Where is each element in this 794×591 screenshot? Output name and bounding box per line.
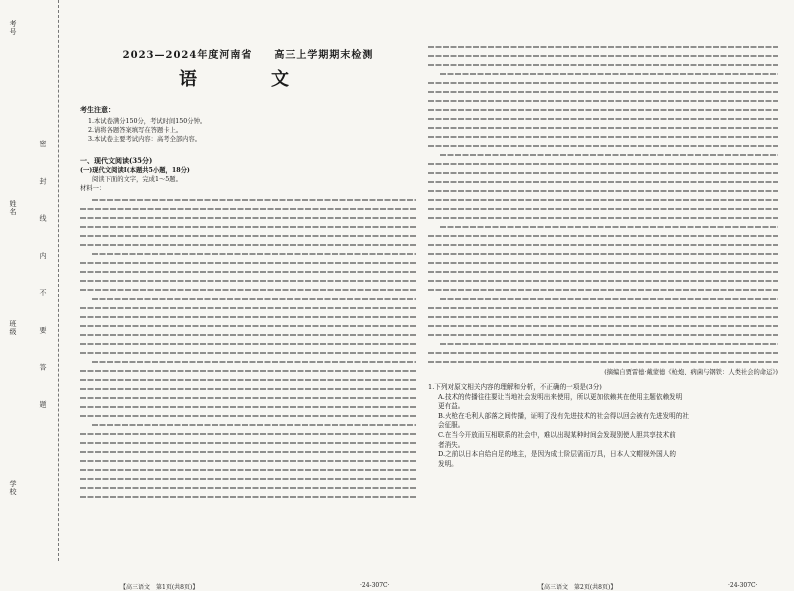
- text-line: [428, 159, 778, 168]
- text-line: [80, 456, 416, 465]
- class-label: 班级: [9, 320, 17, 336]
- text-line: [92, 357, 416, 366]
- footer-code: ·24-307C·: [728, 582, 758, 589]
- text-line: [80, 402, 416, 411]
- text-line: [428, 141, 778, 150]
- text-line: [80, 240, 416, 249]
- text-line: [80, 366, 416, 375]
- text-line: [428, 276, 778, 285]
- text-line: [428, 204, 778, 213]
- right-column: [428, 40, 778, 591]
- text-line: [92, 420, 416, 429]
- question-stem: 1.下列对原文相关内容的理解和分析，不正确的一项是(3分): [428, 383, 602, 391]
- text-line: [80, 285, 416, 294]
- text-line: [428, 114, 778, 123]
- text-line: [80, 465, 416, 474]
- option-a[interactable]: A.技术的传播往往要让当地社会发明出来使用，所以更加依赖其在使用主题依赖发明: [438, 392, 683, 401]
- text-line: [80, 384, 416, 393]
- text-line: [428, 195, 778, 204]
- text-line: [80, 222, 416, 231]
- text-line: [440, 150, 778, 159]
- left-column: [80, 40, 416, 591]
- material-label: 材料一：: [80, 185, 106, 192]
- option-d[interactable]: D.之前以日本自给自足的地主，是因为成士阶层需而万具，日本人文帽视外国人的: [438, 450, 676, 459]
- text-line: [428, 249, 778, 258]
- option-c[interactable]: C.在当今开放而互相联系的社会中，难以出现某种时间会发现别使人胆共享技术前: [438, 430, 676, 439]
- text-line: [428, 213, 778, 222]
- text-line: [80, 231, 416, 240]
- text-line: [428, 132, 778, 141]
- text-line: [428, 303, 778, 312]
- binding-margin: [0, 0, 59, 561]
- text-line: [80, 267, 416, 276]
- footer-page: 【高三语文 第2页(共8页)】: [538, 584, 617, 591]
- option-b-cont: 会征服。: [438, 421, 465, 430]
- text-line: [80, 411, 416, 420]
- body-text-block: [80, 195, 416, 501]
- text-line: [428, 168, 778, 177]
- text-line: [428, 357, 778, 366]
- notice-item: 1.本试卷满分150分，考试时间150分钟。: [88, 118, 207, 125]
- body-text-block: [428, 42, 778, 366]
- text-line: [428, 231, 778, 240]
- text-line: [428, 186, 778, 195]
- option-d-cont: 发明。: [438, 459, 458, 468]
- subject-title: 语 文: [179, 69, 317, 90]
- text-line: [440, 339, 778, 348]
- seal-line-text: 密 封 线 内 不 要 答 题: [39, 140, 47, 422]
- text-line: [92, 294, 416, 303]
- text-line: [440, 69, 778, 78]
- name-label: 姓名: [9, 200, 17, 216]
- text-line: [428, 240, 778, 249]
- text-line: [80, 492, 416, 501]
- option-c-cont: 者消失。: [438, 440, 465, 449]
- footer-page: 【高三语文 第1页(共8页)】: [120, 584, 199, 591]
- text-line: [428, 105, 778, 114]
- school-label: 学校: [9, 480, 17, 496]
- text-line: [428, 177, 778, 186]
- text-line: [428, 321, 778, 330]
- text-line: [80, 375, 416, 384]
- notice-item: 3.本试卷主要考试内容：高考全部内容。: [88, 136, 202, 143]
- text-line: [428, 123, 778, 132]
- text-line: [92, 195, 416, 204]
- text-line: [428, 42, 778, 51]
- text-line: [428, 330, 778, 339]
- text-line: [428, 87, 778, 96]
- text-line: [80, 303, 416, 312]
- text-line: [80, 348, 416, 357]
- text-line: [428, 96, 778, 105]
- text-line: [80, 429, 416, 438]
- text-line: [80, 276, 416, 285]
- exam-title: 2023—2024年度河南省 高三上学期期末检测: [122, 50, 374, 61]
- text-line: [428, 348, 778, 357]
- text-line: [80, 312, 416, 321]
- text-line: [92, 249, 416, 258]
- text-line: [428, 258, 778, 267]
- subsection-heading: (一)现代文阅读Ⅰ(本题共5小题，18分): [80, 167, 190, 174]
- text-line: [80, 258, 416, 267]
- text-line: [80, 213, 416, 222]
- text-line: [440, 294, 778, 303]
- notice-heading: 考生注意：: [80, 105, 115, 114]
- text-line: [80, 483, 416, 492]
- text-line: [428, 51, 778, 60]
- text-line: [428, 60, 778, 69]
- text-line: [80, 330, 416, 339]
- source-citation: (摘编自贾雷德·戴蒙德《枪炮、病菌与钢铁：人类社会的命运》): [604, 369, 778, 376]
- option-a-cont: 更有益。: [438, 402, 465, 411]
- text-line: [428, 78, 778, 87]
- text-line: [80, 474, 416, 483]
- text-line: [80, 447, 416, 456]
- instruction: 阅读下面的文字，完成1～5题。: [92, 176, 182, 183]
- text-line: [80, 438, 416, 447]
- section-heading: 一、现代文阅读(35分): [80, 156, 153, 165]
- footer-code: ·24-307C·: [360, 582, 390, 589]
- text-line: [428, 285, 778, 294]
- text-line: [80, 339, 416, 348]
- text-line: [80, 321, 416, 330]
- text-line: [80, 204, 416, 213]
- text-line: [428, 312, 778, 321]
- exam-no-label: 考号: [9, 20, 17, 36]
- text-line: [80, 393, 416, 402]
- text-line: [440, 222, 778, 231]
- text-line: [428, 267, 778, 276]
- notice-item: 2.请将各题答案填写在答题卡上。: [88, 127, 183, 134]
- option-b[interactable]: B.火枪在毛利人部落之间传播，证明了没有先进技术的社会得以回会被有先进发明的社: [438, 411, 689, 420]
